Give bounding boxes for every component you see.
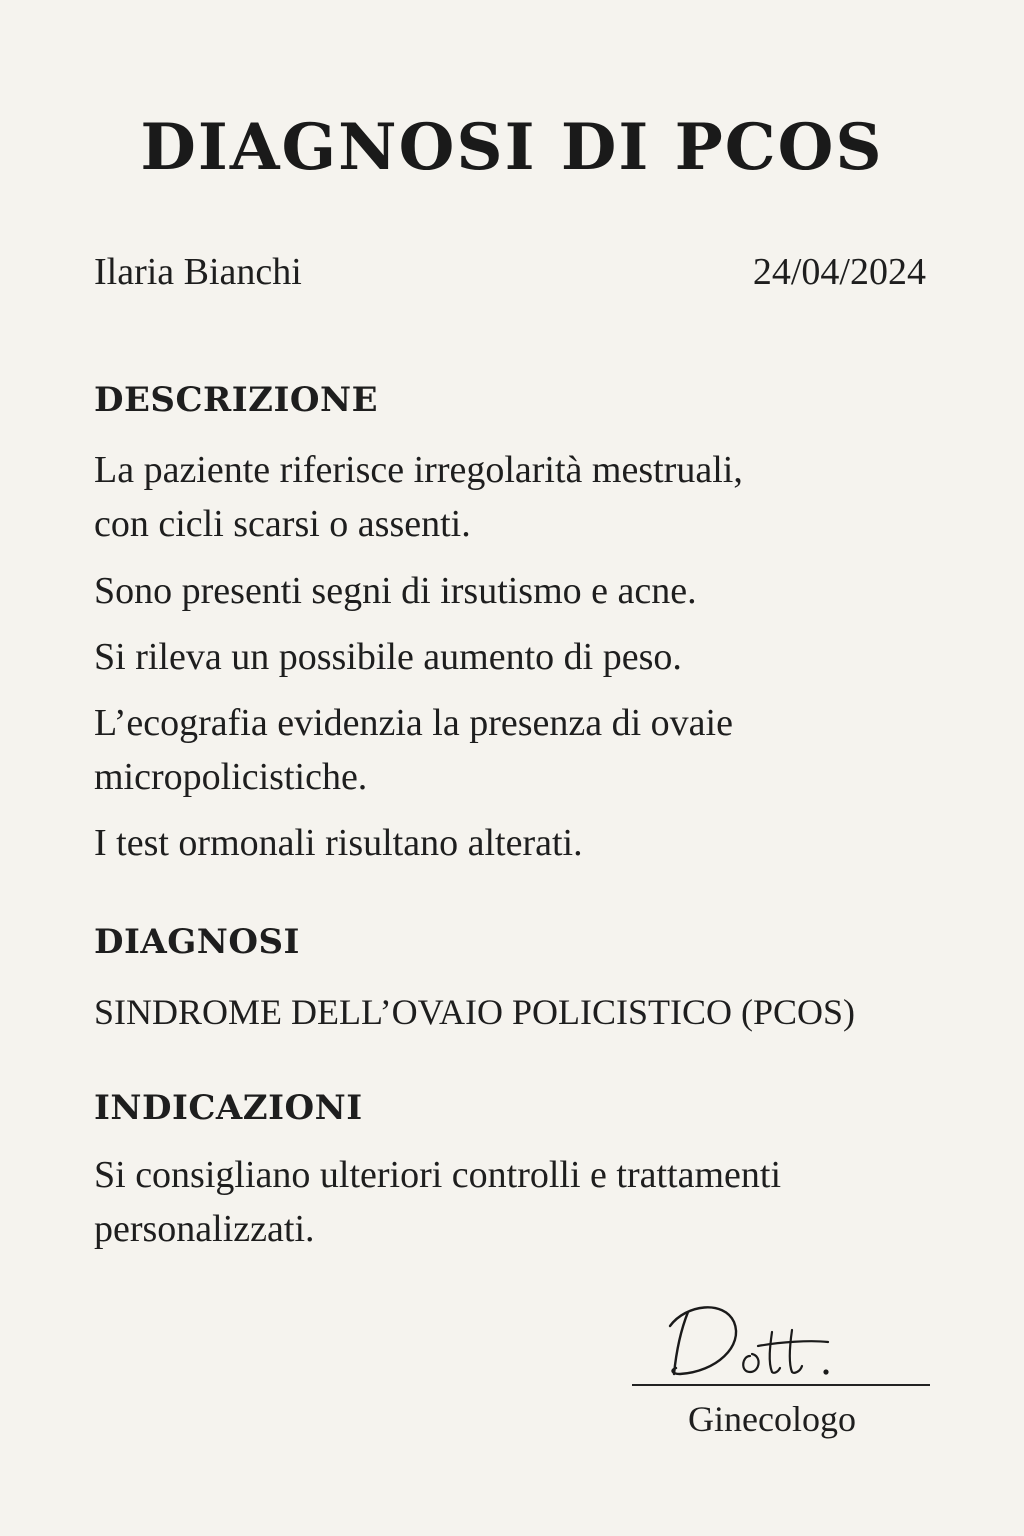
diagnosis-heading: DIAGNOSI [94,922,300,962]
diagnosis-text: SINDROME DELL’OVAIO POLICISTICO (PCOS) [94,992,856,1032]
indications-heading: INDICAZIONI [94,1088,363,1128]
document-title: DIAGNOSI DI PCOS [140,110,884,185]
handwritten-signature [650,1292,850,1388]
description-paragraph-1: La paziente riferisce irregolarità mestruali, con cicli scarsi o assenti. [94,449,743,545]
description-paragraph-4: L’ecografia evidenzia la presenza di ovaie micropolicistiche. [94,702,733,798]
indications-text: Si consigliano ulteriori controlli e trattamenti personalizzati. [94,1154,782,1250]
report-date: 24/04/2024 [752,251,926,293]
signature-block [630,1292,930,1452]
description-paragraph-3: Si rileva un possibile aumento di peso. [94,636,682,678]
signature-line [632,1384,930,1386]
description-heading: DESCRIZIONE [94,380,379,420]
description-paragraph-2: Sono presenti segni di irsutismo e acne. [94,570,697,612]
patient-name: Ilaria Bianchi [94,251,302,293]
description-paragraph-5: I test ormonali risultano alterati. [94,822,583,864]
signer-role: Ginecologo [688,1399,856,1439]
